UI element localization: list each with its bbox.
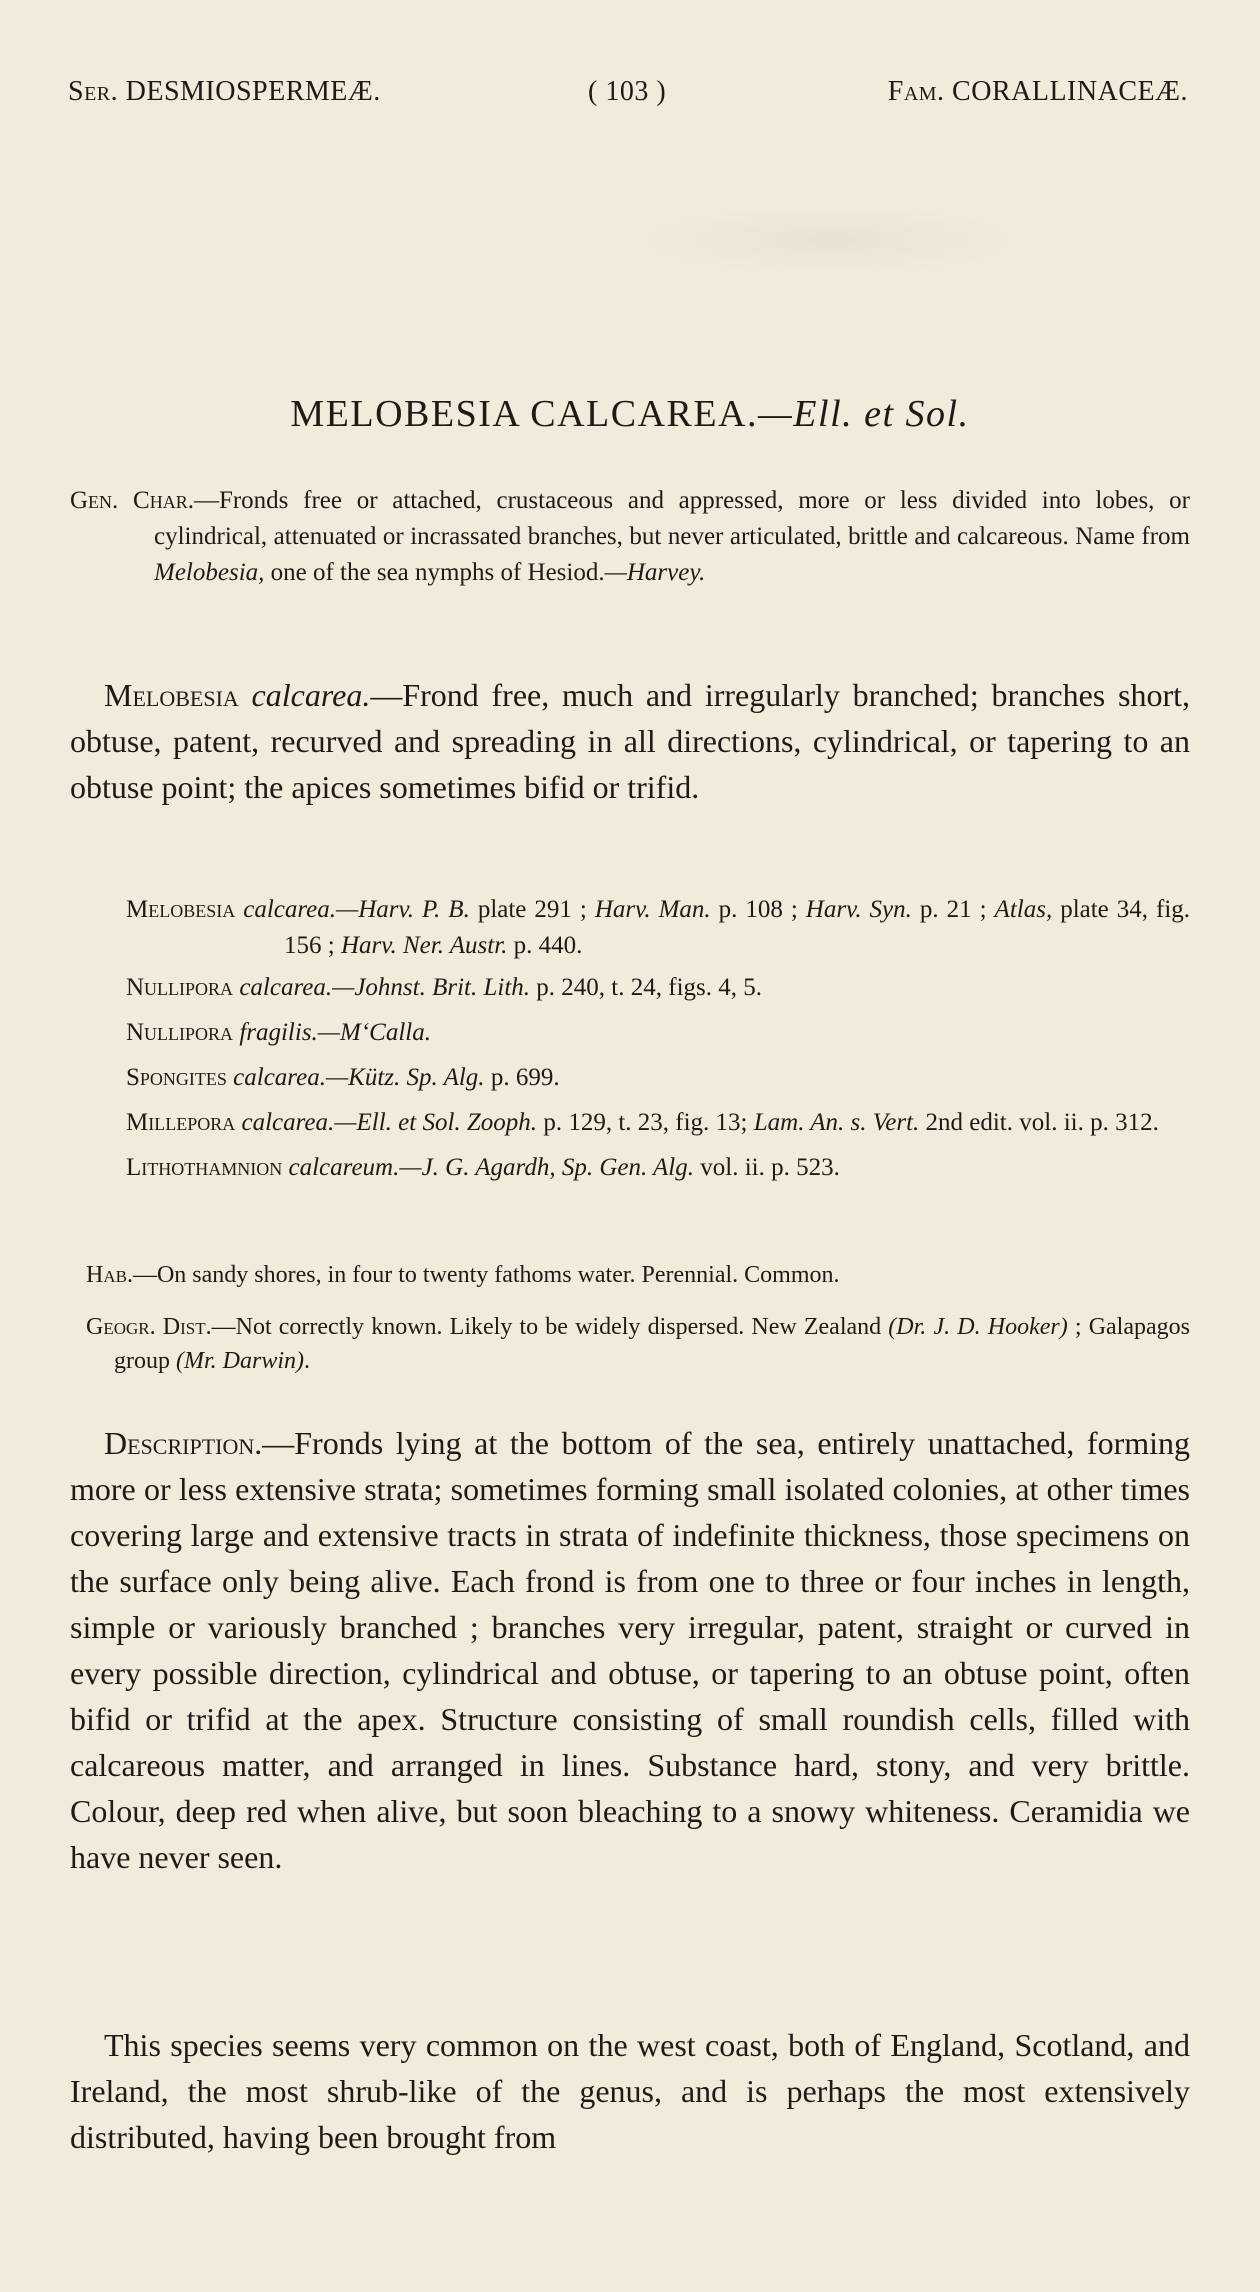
species-desc-text: —Frond free, much and irregularly branched; branches short, obtuse, patent, recurved and spreading in all directions, cylindrical, or tapering to an obtuse point; the apices sometimes bifid or trifid. [70,677,1191,805]
title-species-name: MELOBESIA CALCAREA. [290,393,759,435]
gen-char-label: Gen. Char. [70,487,194,514]
generic-character [70,483,1190,591]
page-number: ( 103 ) [588,76,667,107]
habitat-label: Hab. [86,1262,133,1288]
description-label: Description. [104,1425,263,1461]
synonym-entry: Spongites calcarea.—Kütz. Sp. Alg. p. 699. [126,1064,560,1091]
title-authority: —Ell. et Sol. [758,393,970,435]
geogr-text: —Not correctly known. Likely to be widely dispersed. New Zealand [211,1314,889,1340]
species-genus: Melobesia [104,677,239,713]
habitat-text: —On sandy shores, in four to twenty fathoms water. Perennial. Common. [132,1262,840,1288]
species-description [70,672,1190,810]
species-epithet: calcarea. [251,677,371,713]
gen-char-name: Melobesia, [154,559,265,586]
synonym-entry: Lithothamnion calcareum.—J. G. Agardh, Sp. Gen. Alg. vol. ii. p. 523. [126,1154,840,1181]
habitat-note [86,1258,1190,1292]
running-header-series: Ser. DESMIOSPERMEÆ. [68,76,381,107]
gen-char-text: —Fronds free or attached, crustaceous and appressed, more or less divided into lobes, or cylindrical, attenuated or incrassated branches, but never articulated, brittle and calcareous. Name from [154,487,1190,550]
geogr-text3: . [304,1348,311,1374]
geogr-label: Geogr. Dist. [86,1314,212,1340]
description-text: —Fronds lying at the bottom of the sea, entirely unattached, forming more or less extensive strata; sometimes forming small isolated colonies, at other times covering large and extensive tracts in strata of indefinite thickness, those specimens on the surface only being alive. Each frond is from one to three or four inches in length, simple or variously branched ; branches very irregular, patent, straight or curved in every possible direction, cylindrical and obtuse, or tapering to an obtuse point, often bifid or trifid at the apex. Structure consisting of small roundish cells, filled with calcareous matter, and arranged in lines. Substance hard, stony, and very brittle. Colour, deep red when alive, but soon bleaching to a snowy whiteness. Ceramidia we have never seen. [70,1425,1190,1875]
synonym-entry: Melobesia calcarea.—Harv. P. B. plate 291 ; Harv. Man. p. 108 ; Harv. Syn. p. 21 ; Atlas, plate 34, fig. 156 ; Harv. Ner. Austr. p. 440. [126,896,1191,959]
gen-char-text2: one of the sea nymphs of Hesiod. [264,559,605,586]
synonym-entry: Nullipora calcarea.—Johnst. Brit. Lith. p. 240, t. 24, figs. 4, 5. [126,974,762,1001]
geogr-ref-hooker: (Dr. J. D. Hooker) [888,1314,1068,1340]
geogr-ref-darwin: (Mr. Darwin) [176,1348,305,1374]
synonym-entry: Millepora calcarea.—Ell. et Sol. Zooph. p. 129, t. 23, fig. 13; Lam. An. s. Vert. 2nd edit. vol. ii. p. 312. [126,1109,1159,1136]
synonym-entry: Nullipora fragilis.—M‘Calla. [126,1019,431,1046]
synonym-list [126,892,1190,1186]
running-header-family: Fam. CORALLINACEÆ. [887,76,1188,107]
species-title [0,392,1260,436]
paper-stain [640,205,1020,275]
gen-char-author: —Harvey. [604,559,706,586]
geogr-text2: ; Galapagos group [114,1314,1190,1374]
closing-paragraph: This species seems very common on the west coast, both of England, Scotland, and Ireland, the most shrub-like of the genus, and is perhaps the most extensively distributed, having been brought from [70,2027,1190,2155]
geographic-distribution [86,1310,1190,1378]
description-paragraph [70,1420,1190,1880]
